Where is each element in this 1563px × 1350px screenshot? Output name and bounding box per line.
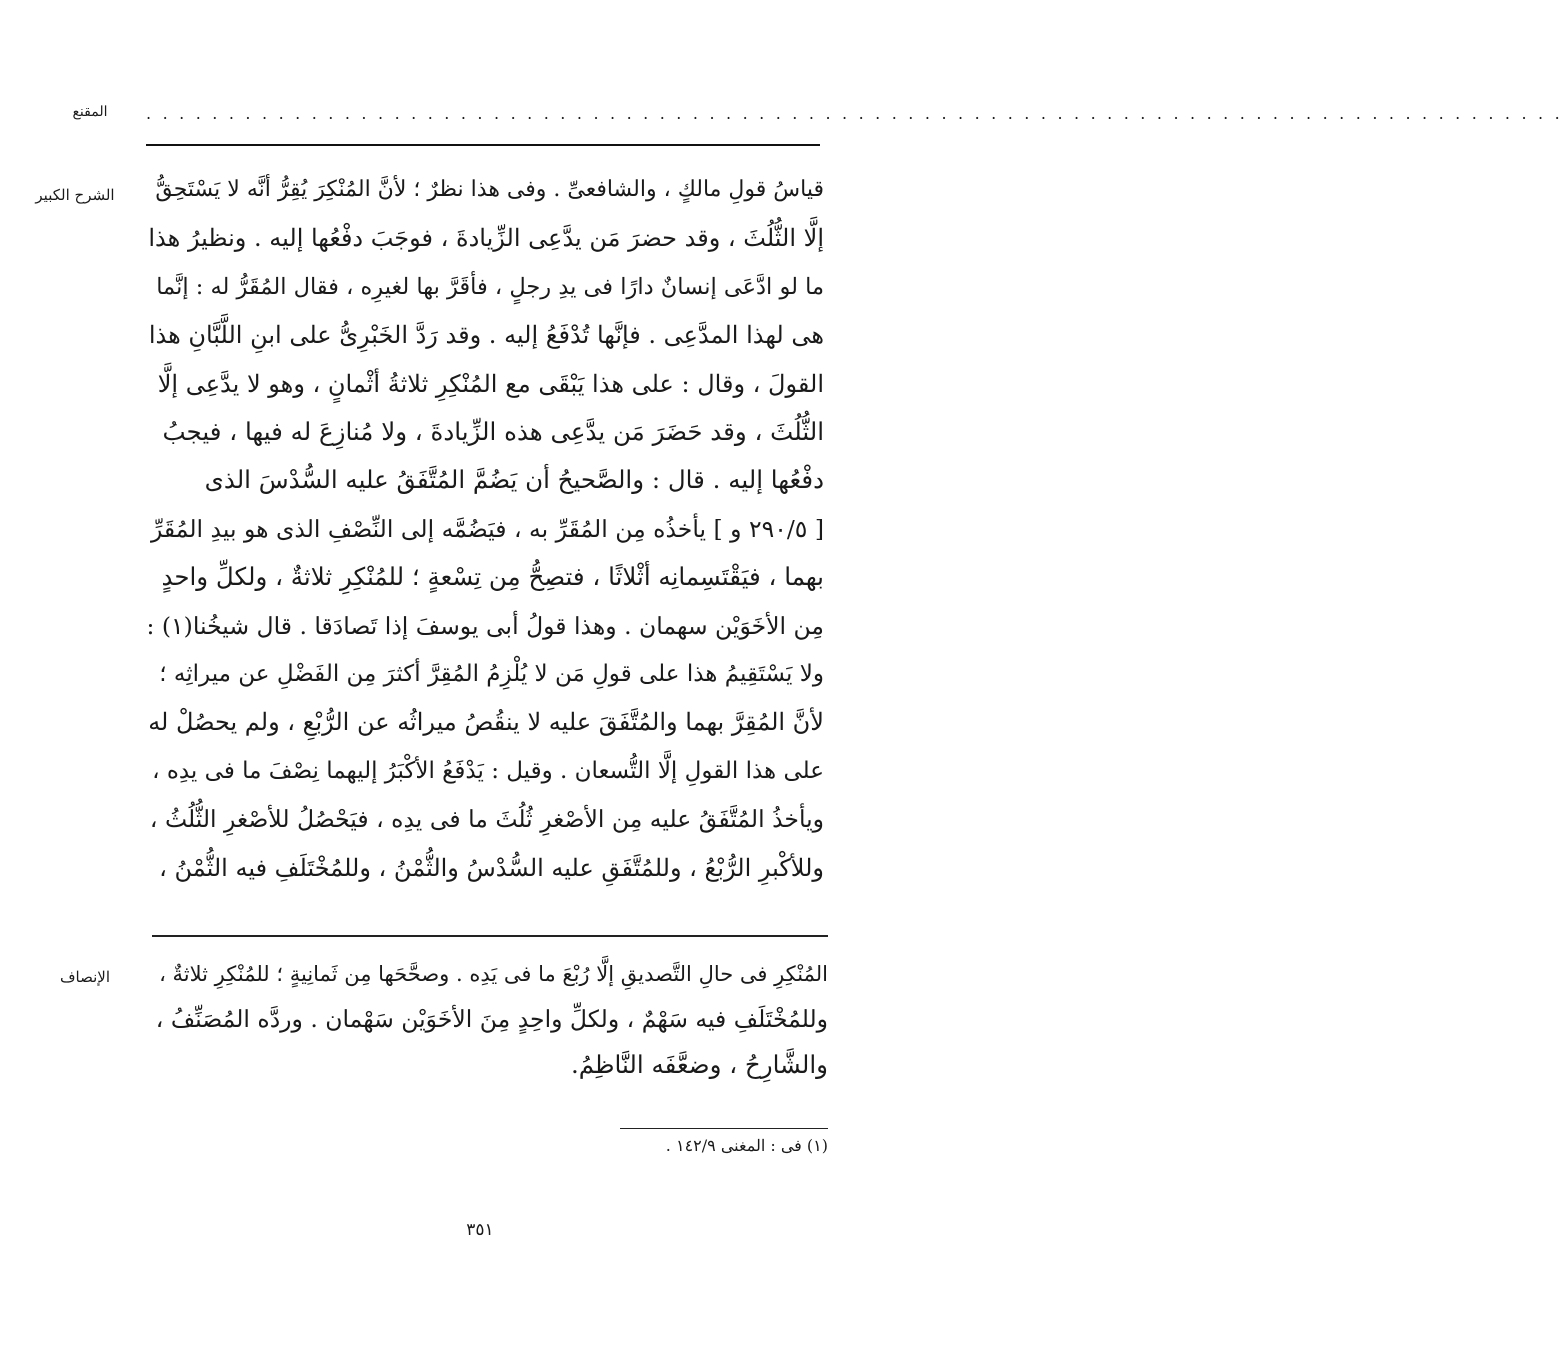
text-line: الثُّلُثَ ، وقد حَضَرَ مَن يدَّعِى هذه الزِّيادةَ ، ولا مُنازِعَ له فيها ، فيجبُ — [162, 417, 824, 447]
text-line: ما لو ادَّعَى إنسانٌ دارًا فى يدِ رجلٍ ، فأقَرَّ بها لغيرِه ، فقال المُقَرُّ له : إنَّما — [156, 273, 824, 300]
header-dot-leader: . . . . . . . . . . . . . . . . . . . . . . . . . . . . . . . . . . . . . . . . . . . . . . . . . . . . . . . . . . . . . . . . . . . . . . . . . . . . . . . . . . . . . . — [146, 104, 1563, 123]
page-number: ٣٥١ — [466, 1220, 494, 1240]
text-line: مِن الأخَوَيْن سهمان . وهذا قولُ أبى يوسفَ إذا تَصادَقا . قال شيخُنا(١) : — [146, 611, 824, 640]
text-line: وللمُخْتَلَفِ فيه سَهْمٌ ، ولكلِّ واحِدٍ مِنَ الأخَوَيْن سَهْمان . وردَّه المُصَنِّفُ ، — [155, 1005, 828, 1033]
insaf-section-label: الإنصاف — [59, 968, 111, 986]
insaf-text-block — [150, 952, 828, 1087]
text-line: القولَ ، وقال : على هذا يَبْقَى مع المُنْكِرِ ثلاثةُ أثْمانٍ ، وهو لا يدَّعِى إلَّا — [157, 369, 824, 398]
footnote-rule — [620, 1128, 828, 1129]
text-line: وللأكْبرِ الرُّبْعُ ، وللمُتَّفَقِ عليه السُّدْسُ والثُّمْنُ ، وللمُخْتَلَفِ فيه الثُّمْنُ ، — [159, 853, 824, 882]
sharh-text-block — [146, 166, 824, 892]
text-line: بهما ، فيَقْتَسِمانِه أثْلاثًا ، فتصِحُّ مِن تِسْعةٍ ؛ للمُنْكِرِ ثلاثةٌ ، ولكلِّ واحدٍ — [161, 562, 824, 592]
sharh-section-label: الشرح الكبير — [35, 186, 115, 204]
text-line: هى لهذا المدَّعِى . فإنَّها تُدْفَعُ إليه . وقد رَدَّ الخَبْرِىُّ على ابنِ اللَّبَّانِ هذا — [148, 321, 824, 350]
text-line: ويأخذُ المُتَّفَقُ عليه مِن الأصْغرِ ثُلُثَ ما فى يدِه ، فيَحْصُلُ للأصْغرِ الثُّلُثُ ، — [149, 805, 824, 834]
text-line: دفْعُها إليه . قال : والصَّحيحُ أن يَضُمَّ المُتَّفَقُ عليه السُّدْسَ الذى — [204, 465, 824, 495]
footnote: (١) فى : المغنى ١٤٢/٩ . — [665, 1136, 828, 1155]
text-line: إلَّا الثُّلُثَ ، وقد حضرَ مَن يدَّعِى الزِّيادةَ ، فوجَبَ دفْعُها إليه . ونظيرُ هذا — [148, 224, 824, 253]
text-line: على هذا القولِ إلَّا التُّسعان . وقيل : يَدْفَعُ الأكْبَرُ إليهما نِصْفَ ما فى يدِه ، — [152, 757, 824, 784]
text-line: ولا يَسْتَقِيمُ هذا على قولِ مَن لا يُلْزِمُ المُقِرَّ أكثرَ مِن الفَضْلِ عن ميراثِه ؛ — [159, 661, 824, 688]
text-line: لأنَّ المُقِرَّ بهما والمُتَّفَقَ عليه لا ينقُصُ ميراثُه عن الرُّبْعِ ، ولم يحصُلْ له — [148, 708, 824, 737]
text-line: والشَّارِحُ ، وضعَّفَه النَّاظِمُ. — [570, 1050, 828, 1079]
section-divider — [152, 935, 828, 937]
running-header-title: المقنع — [72, 104, 108, 120]
text-line: المُنْكِرِ فى حالِ التَّصديقِ إلَّا رُبْعَ ما فى يَدِه . وصحَّحَها مِن ثَمانِيةٍ ؛ للمُنْكِرِ ثلاثةٌ ، — [159, 962, 828, 986]
text-line: [ ٢٩٠/٥ و ] يأخذُه مِن المُقَرِّ به ، فيَضُمَّه إلى النِّصْفِ الذى هو بيدِ المُقَرِّ — [150, 514, 824, 543]
header-rule — [146, 144, 820, 146]
text-line: قياسُ قولِ مالكٍ ، والشافعىِّ . وفى هذا نظرٌ ؛ لأنَّ المُنْكِرَ يُقِرُّ أنَّه لا يَسْتَحِقُّ — [155, 177, 824, 202]
